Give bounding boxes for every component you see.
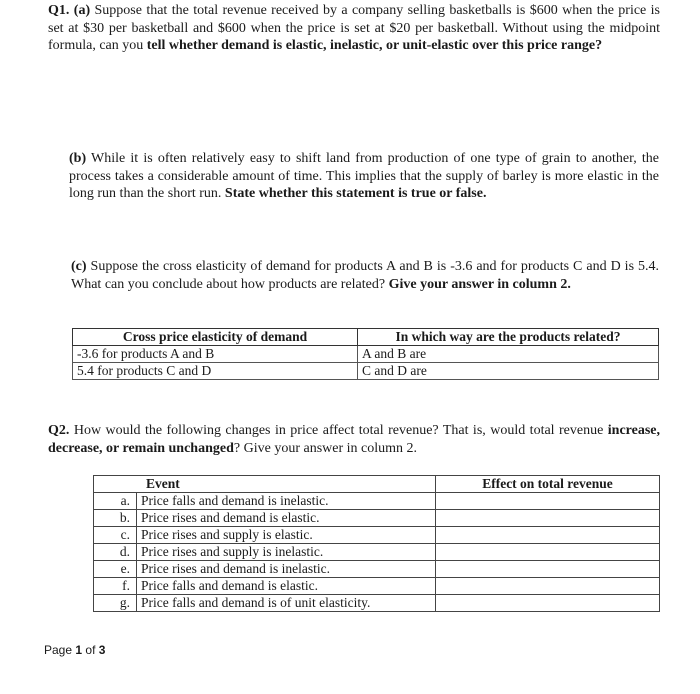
table-header: Effect on total revenue bbox=[436, 476, 660, 493]
row-letter: f. bbox=[94, 578, 137, 595]
row-letter: c. bbox=[94, 527, 137, 544]
answer-cell[interactable]: A and B are bbox=[358, 346, 659, 363]
question-text: While it is often relatively easy to shift land from production of one type of grain to another, the process takes a considerable amount of time. This implies that the supply of barley is more elastic in the long run than the short run. bbox=[69, 151, 659, 201]
row-letter: b. bbox=[94, 510, 137, 527]
question-emphasis: tell whether demand is elastic, inelastic, or unit-elastic over this price range bbox=[146, 38, 596, 53]
row-letter: a. bbox=[94, 493, 137, 510]
row-letter: g. bbox=[94, 595, 137, 612]
table-row bbox=[94, 527, 660, 544]
question-emphasis: State whether this statement is true or false. bbox=[224, 186, 487, 201]
table-header-row bbox=[73, 329, 659, 346]
question-label: (c) bbox=[71, 259, 87, 274]
answer-cell[interactable] bbox=[436, 578, 660, 595]
row-letter: e. bbox=[94, 561, 137, 578]
question-label: Q1. (a) bbox=[48, 3, 91, 18]
table-header: In which way are the products related? bbox=[358, 329, 659, 346]
cross-elasticity-table bbox=[72, 328, 659, 380]
answer-cell[interactable] bbox=[436, 561, 660, 578]
table-row bbox=[73, 346, 659, 363]
answer-cell[interactable]: C and D are bbox=[358, 363, 659, 380]
table-header-row bbox=[94, 476, 660, 493]
question-1a bbox=[48, 2, 660, 55]
table-cell: -3.6 for products A and B bbox=[73, 346, 358, 363]
question-1b bbox=[69, 150, 659, 203]
table-cell: 5.4 for products C and D bbox=[73, 363, 358, 380]
question-text: Suppose the cross elasticity of demand for products A and B is -3.6 and for products C and D is 5.4. What can you conclude about how products are related? bbox=[71, 259, 659, 292]
answer-cell[interactable] bbox=[436, 510, 660, 527]
total-revenue-table bbox=[93, 475, 660, 612]
question-2 bbox=[48, 422, 660, 457]
of-word: of bbox=[85, 643, 96, 657]
table-row bbox=[94, 561, 660, 578]
table-header: Cross price elasticity of demand bbox=[73, 329, 358, 346]
page-word: Page bbox=[44, 643, 73, 657]
question-label: (b) bbox=[69, 151, 87, 166]
table-row bbox=[94, 510, 660, 527]
total-pages: 3 bbox=[98, 643, 106, 657]
answer-cell[interactable] bbox=[436, 493, 660, 510]
question-text-end: ? Give your answer in column 2. bbox=[233, 440, 418, 456]
table-header: Event bbox=[94, 476, 436, 493]
event-cell: Price falls and demand is inelastic. bbox=[137, 493, 436, 510]
event-cell: Price rises and supply is inelastic. bbox=[137, 544, 436, 561]
page-number bbox=[44, 643, 105, 657]
row-letter: d. bbox=[94, 544, 137, 561]
current-page: 1 bbox=[75, 643, 83, 657]
event-cell: Price rises and supply is elastic. bbox=[137, 527, 436, 544]
question-text: How would the following changes in price affect total revenue? That is, would total revenue bbox=[69, 423, 608, 438]
answer-cell[interactable] bbox=[436, 544, 660, 561]
question-label: Q2. bbox=[48, 423, 70, 438]
question-emphasis: increase, decrease, or remain unchanged bbox=[48, 423, 660, 456]
table-row bbox=[94, 578, 660, 595]
table-row bbox=[94, 544, 660, 561]
event-cell: Price rises and demand is inelastic. bbox=[137, 561, 436, 578]
event-cell: Price falls and demand is elastic. bbox=[137, 578, 436, 595]
question-emphasis: Give your answer in column 2. bbox=[388, 276, 571, 292]
table-row bbox=[94, 493, 660, 510]
answer-cell[interactable] bbox=[436, 595, 660, 612]
event-cell: Price rises and demand is elastic. bbox=[137, 510, 436, 527]
answer-cell[interactable] bbox=[436, 527, 660, 544]
event-cell: Price falls and demand is of unit elasticity. bbox=[137, 595, 436, 612]
question-1c bbox=[71, 258, 659, 293]
table-row bbox=[73, 363, 659, 380]
question-end: ? bbox=[595, 38, 603, 53]
question-text: Suppose that the total revenue received by a company selling basketballs is $600 when the price is set at $30 per basketball and $600 when the price is set at $20 per basketball. Without using the midpoint formula, can you bbox=[48, 3, 660, 53]
table-row bbox=[94, 595, 660, 612]
